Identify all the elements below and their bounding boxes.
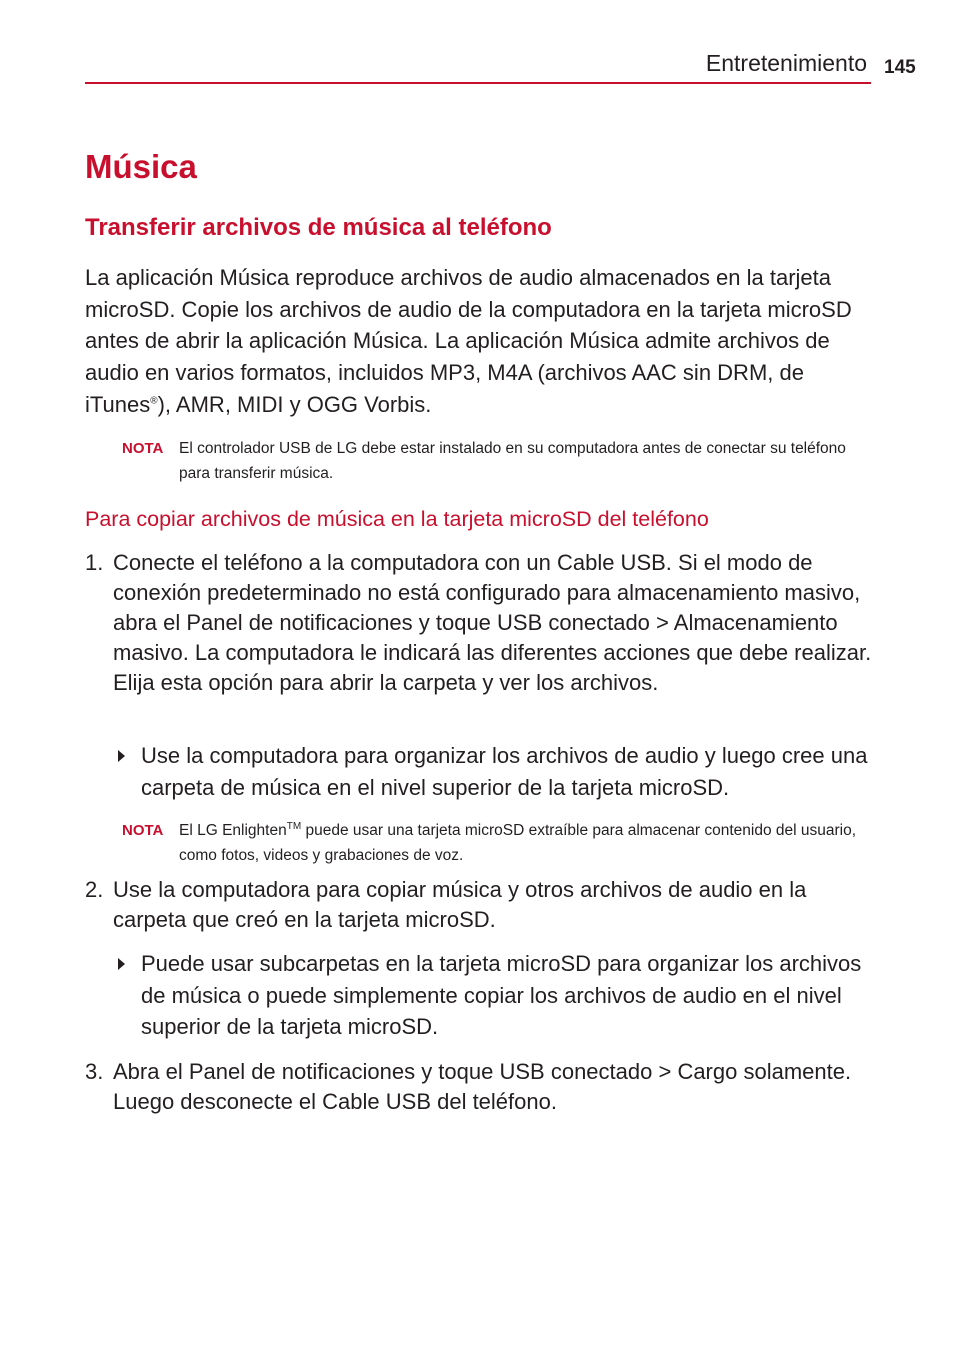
note-label: NOTA xyxy=(122,440,164,457)
section-title: Transferir archivos de música al teléfono xyxy=(85,214,552,241)
step-2 xyxy=(85,875,875,935)
step-2-bullet xyxy=(118,948,868,1043)
step-number: 3. xyxy=(85,1059,104,1084)
subsection-title: Para copiar archivos de música en la tarjeta microSD del teléfono xyxy=(85,507,709,531)
step-text: Conecte el teléfono a la computadora con un Cable USB. Si el modo de conexión predeterminado no está configurado para almacenamiento masivo, abra el Panel de notificaciones y toque USB conectado > Almacenamiento masivo. La computadora le indicará las diferentes acciones que debe realizar. Elija esta opción para abrir la carpeta y ver los archivos. xyxy=(113,550,872,695)
page-header xyxy=(85,46,871,84)
note-text: El controlador USB de LG debe estar instalado en su computadora antes de conectar su teléfono para transferir música. xyxy=(179,440,846,482)
step-number: 1. xyxy=(85,550,104,575)
page-number: 145 xyxy=(884,57,916,78)
triangle-bullet-icon xyxy=(118,958,125,970)
note-text: El LG Enlighten™ puede usar una tarjeta microSD extraíble para almacenar contenido del usuario, como fotos, videos y grabaciones de voz. xyxy=(179,820,857,864)
step-3 xyxy=(85,1057,875,1117)
bullet-text: Use la computadora para organizar los archivos de audio y luego cree una carpeta de música en el nivel superior de la tarjeta microSD. xyxy=(141,743,868,800)
intro-paragraph: La aplicación Música reproduce archivos de audio almacenados en la tarjeta microSD. Copie los archivos de audio de la computadora en la tarjeta microSD antes de abrir la aplicación Música. La aplicación Música admite archivos de audio en varios formatos, incluidos MP3, M4A (archivos AAC sin DRM, de iTunes®), AMR, MIDI y OGG Vorbis. xyxy=(85,265,852,417)
note-label: NOTA xyxy=(122,822,164,839)
header-section-title: Entretenimiento xyxy=(705,50,867,76)
step-1-bullet xyxy=(118,740,868,803)
note-microsd xyxy=(122,818,879,868)
step-1 xyxy=(85,548,875,698)
step-text: Abra el Panel de notificaciones y toque USB conectado > Cargo solamente. Luego desconecte el Cable USB del teléfono. xyxy=(113,1059,852,1114)
triangle-bullet-icon xyxy=(118,750,125,762)
bullet-text: Puede usar subcarpetas en la tarjeta microSD para organizar los archivos de música o puede simplemente copiar los archivos de audio en el nivel superior de la tarjeta microSD. xyxy=(141,951,862,1039)
step-number: 2. xyxy=(85,877,104,902)
page-title: Música xyxy=(85,148,197,185)
step-text: Use la computadora para copiar música y otros archivos de audio en la carpeta que creó en la tarjeta microSD. xyxy=(113,877,807,932)
app-name-emphasis: Música xyxy=(219,265,290,290)
note-usb-driver xyxy=(122,436,879,486)
